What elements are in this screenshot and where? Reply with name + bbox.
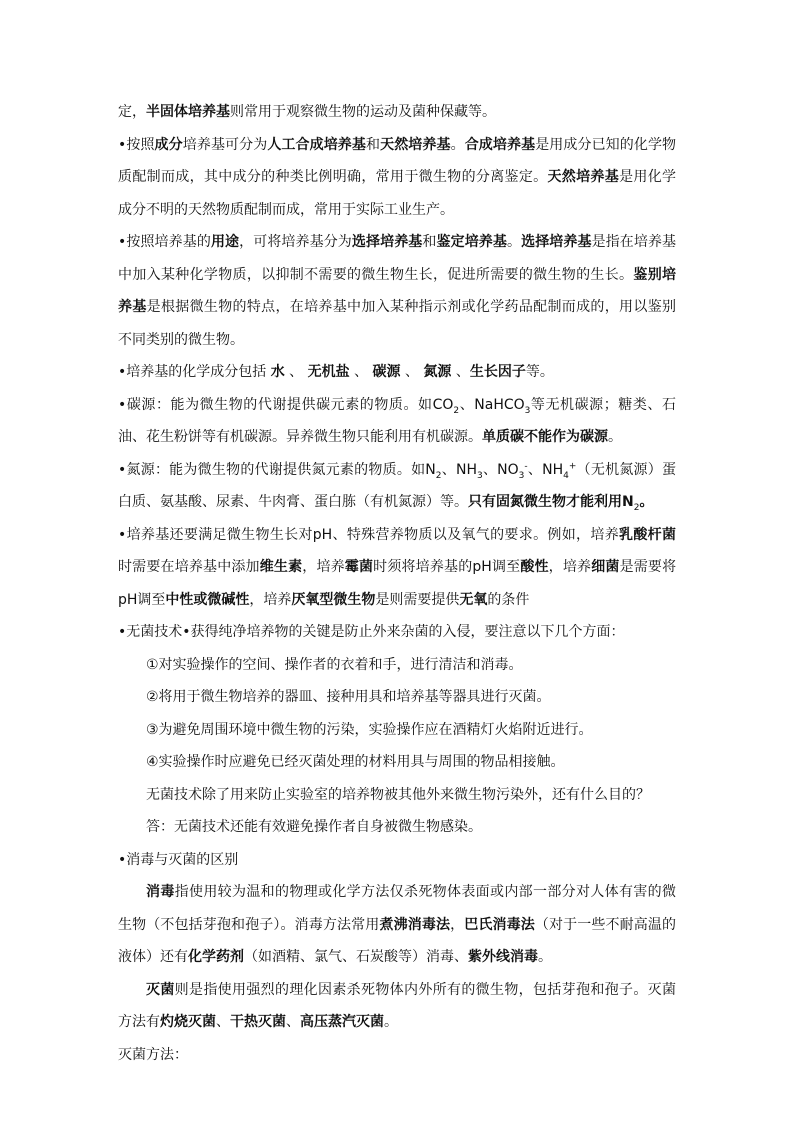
bold-term: 消毒 [146,884,175,900]
bold-term: 合成培养基 [464,136,536,153]
text-run: 、 [286,1014,300,1030]
text-run: ，可将培养基分为 [239,234,352,250]
text-run: 等。 [525,364,554,380]
text-run: 和 [422,234,437,250]
paragraph-p7 [118,616,676,649]
bold-term: 厌氧型微生物 [291,591,376,608]
text-run: 。 [384,1014,398,1030]
text-run: 是用化学成分不明的天然物质配制而成，常用于实际工业生产。 [118,169,677,218]
paragraph-p11 [118,746,676,779]
text-run: 指使用较为温和的物理或化学方法仅杀死物体表面或内部一部分对人体有害的微生物（不包括芽孢和孢子）。消毒方法常用 [118,884,677,933]
text-run: 、 [400,364,424,380]
text-run: 是则需要提供 [375,591,460,608]
bold-term: 生长因子 [469,364,526,380]
text-run: 则常用于观察微生物的运动及菌种保藏等。 [230,104,496,120]
bold-term: 只有固氮微生物才能利用N [468,494,634,510]
text-run: •按照培养基的 [118,234,211,250]
bold-term: 单质碳不能作为碳源 [482,429,608,445]
text-run: 培养基可分为 [182,136,268,153]
paragraph-p3 [118,356,676,389]
paragraph-p15 [118,876,676,974]
text-run: •培养基的化学成分包括 [118,364,271,380]
text-run: ④实验操作时应避免已经灭菌处理的材料用具与周围的物品相接触。 [146,754,565,770]
text-run: •氮源：能为微生物的代谢提供氮元素的物质。如N [118,461,436,478]
bold-term: 。 [639,494,654,510]
bold-term: 选择培养基 [521,234,592,250]
text-run: 是指在培养基中加入某种化学物质，以抑制不需要的微生物生长，促进所需要的微生物的生长。 [118,234,677,283]
text-run: 是根据微生物的特点，在培养基中加入某种指示剂或化学药品配制而成的，用以鉴别不同类别的微生物。 [118,299,677,348]
bold-term: 用途 [210,234,240,250]
bold-term: 霉菌 [344,559,374,575]
text-run: 、 [284,364,308,380]
text-run: 、NO [482,461,519,478]
text-run: 3 [518,470,525,481]
text-run: 答：无菌技术还能有效避免操作者自身被微生物感染。 [146,819,482,835]
text-run: 2 [453,405,460,416]
bold-term: 维生素 [259,559,303,575]
text-run: 、NH [527,461,564,478]
text-run: •无菌技术•获得纯净培养物的关键是防止外来杂菌的入侵，要注意以下几个方面： [118,624,625,640]
text-run: （如酒精、氯气、石炭酸等）消毒、 [244,949,468,965]
text-run: 是需要将pH调至 [118,559,677,608]
text-run: ①对实验操作的空间、操作者的衣着和手，进行清洁和消毒。 [146,656,523,673]
text-run: 3 [524,405,531,416]
text-run: 、NaHCO [459,396,525,413]
bold-term: 鉴别培养基 [118,266,677,315]
text-run: 的条件 [487,591,530,608]
text-run: 、NH [441,461,477,478]
text-run: 2 [435,470,442,481]
bold-term: 天然培养基 [547,169,620,185]
text-run: 是用成分已知的化学物质配制而成，其中成分的种类比例明确，常用于微生物的分离鉴定。 [118,136,677,185]
text-run: 灭菌方法： [118,1046,188,1063]
text-run: 。 [608,429,622,445]
paragraph-p8 [118,649,676,682]
paragraph-p1 [118,129,676,227]
paragraph-p17 [118,1039,676,1072]
paragraph-p2 [118,226,676,356]
text-run: （无机氮源）蛋白质、氨基酸、尿素、牛肉膏、蛋白胨（有机氮源）等。 [118,461,677,510]
paragraph-p0 [118,96,676,129]
bold-term: 选择培养基 [351,234,423,250]
bold-term: 成分 [154,136,183,153]
text-run: 、 [349,364,373,380]
paragraph-p10 [118,714,676,747]
bold-term: 天然培养基 [380,136,451,153]
bold-term: 干热灭菌 [230,1014,286,1030]
text-run: ，培养 [302,559,345,575]
bold-term: 紫外线消毒 [468,949,538,965]
text-run: 无菌技术除了用来防止实验室的培养物被其他外来微生物污染外，还有什么目的？ [146,786,650,803]
bold-term: 氮源 [423,364,452,380]
text-run: 。 [506,234,522,250]
bold-term: 灼烧灭菌 [160,1014,216,1030]
text-run: ③为避免周围环境中微生物的污染，实验操作应在酒精灯火焰附近进行。 [146,721,593,738]
paragraph-p14 [118,844,676,877]
bold-term: 灭菌 [146,981,175,998]
bold-term: 乳酸杆菌 [619,526,677,543]
paragraph-p9 [118,681,676,714]
bold-term: 无氧 [459,591,488,608]
bold-term: 水 [270,364,285,380]
text-run: •培养基还要满足微生物生长对pH、特殊营养物质以及氧气的要求。例如，培养 [118,526,620,543]
paragraph-p13 [118,811,676,844]
text-run: ②将用于微生物培养的器皿、接种用具和培养基等器具进行灭菌。 [146,689,551,705]
text-run: 、 [451,364,470,380]
text-run: 2 [633,502,640,513]
bold-term: 煮沸消毒法 [379,916,451,933]
text-run: + [568,460,577,471]
bold-term: 人工合成培养基 [267,136,366,153]
bold-term: 无机盐 [307,364,350,380]
bold-term: 高压蒸汽灭菌 [300,1014,384,1030]
text-run: ， [450,916,465,933]
text-run: ，培养 [548,559,592,575]
text-run: - [524,460,528,471]
text-run: 4 [563,470,569,481]
paragraph-p5 [118,454,676,519]
bold-term: 中性或微碱性 [165,591,250,608]
text-run: 和 [366,136,381,153]
paragraph-p4 [118,389,676,454]
text-run: 定， [118,104,146,120]
paragraph-p16 [118,974,676,1039]
document-page [118,96,676,1071]
text-run: 等无机碳源；糖类、石油、花生粉饼等有机碳源。异养微生物只能利用有机碳源。 [118,396,676,445]
bold-term: 酸性 [520,559,549,575]
bold-term: 碳源 [372,364,401,380]
bold-term: 半固体培养基 [146,104,230,120]
bold-term: 化学药剂 [188,949,244,965]
paragraph-p6 [118,519,676,617]
text-run: •碳源：能为微生物的代谢提供碳元素的物质。如CO [118,396,454,413]
text-run: 3 [476,470,483,481]
paragraph-p12 [118,779,676,812]
text-run: （对于一些不耐高温的液体）还有 [118,916,677,965]
bold-term: 巴氏消毒法 [464,916,535,933]
text-run: 。 [538,949,552,965]
text-run: 。 [450,136,465,153]
text-run: 时需要在培养基中添加 [118,559,260,575]
text-run: 则是指使用强烈的理化因素杀死物体内外所有的微生物，包括芽孢和孢子。灭菌方法有 [118,981,677,1030]
text-run: 、 [216,1014,230,1030]
bold-term: 细菌 [591,559,620,575]
text-run: ，培养 [249,591,292,608]
text-run: •按照 [118,136,155,153]
text-run: •消毒与灭菌的区别 [118,851,239,868]
bold-term: 鉴定培养基 [436,234,507,250]
text-run: 时须将培养基的pH调至 [373,559,521,575]
